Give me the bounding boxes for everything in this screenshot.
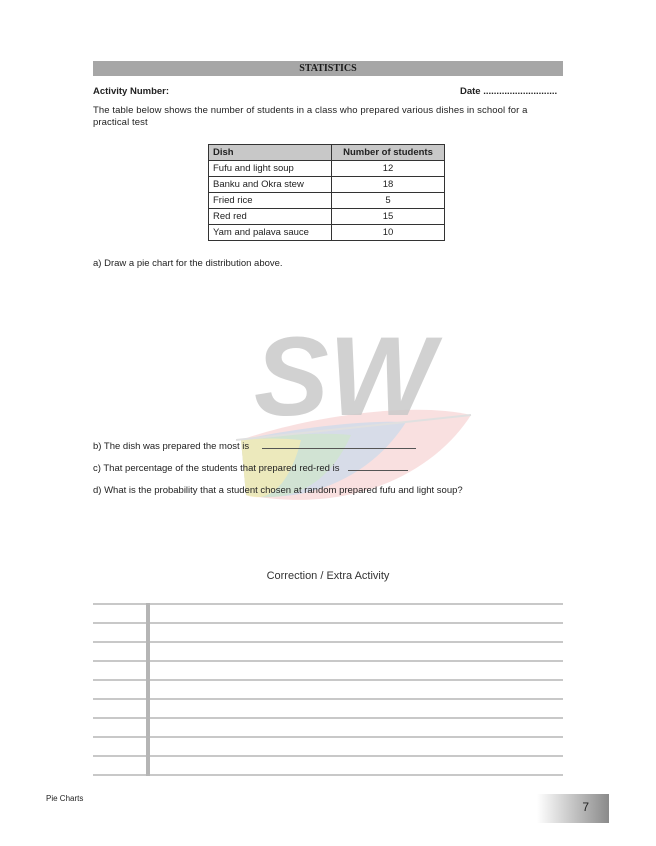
correction-title: Correction / Extra Activity	[266, 570, 390, 582]
dish-cell: Banku and Okra stew	[209, 177, 332, 193]
question-c	[93, 461, 408, 474]
section-label: Pie Charts	[46, 794, 84, 803]
question-a: a) Draw a pie chart for the distribution above.	[93, 258, 283, 269]
dish-cell: Fufu and light soup	[209, 161, 332, 177]
count-cell: 18	[332, 177, 445, 193]
count-cell: 12	[332, 161, 445, 177]
watermark-logo	[236, 320, 476, 533]
date-label: Date ............................	[460, 86, 558, 97]
intro-text: The table below shows the number of students in a class who prepared various dishes in school for a practical test	[93, 105, 528, 128]
table-row	[209, 225, 445, 241]
table-row	[209, 177, 445, 193]
activity-number-label: Activity Number:	[93, 86, 170, 97]
count-cell: 10	[332, 225, 445, 241]
question-d: d) What is the probability that a student chosen at random prepared fufu and light soup?	[93, 485, 463, 496]
dish-cell: Yam and palava sauce	[209, 225, 332, 241]
table-row	[209, 193, 445, 209]
table-row	[209, 161, 445, 177]
answer-blank-c[interactable]	[348, 461, 408, 471]
question-b-text: b) The dish was prepared the most is	[93, 441, 250, 452]
table-header-row	[209, 145, 445, 161]
dish-cell: Fried rice	[209, 193, 332, 209]
answer-blank-b[interactable]	[262, 439, 416, 449]
column-header-dish: Dish	[209, 145, 332, 161]
page-number: 7	[582, 800, 589, 814]
table-row	[209, 209, 445, 225]
column-header-students: Number of students	[332, 145, 445, 161]
count-cell: 15	[332, 209, 445, 225]
dish-table	[208, 144, 445, 241]
dish-cell: Red red	[209, 209, 332, 225]
count-cell: 5	[332, 193, 445, 209]
page-title: STATISTICS	[93, 61, 563, 76]
question-b	[93, 439, 416, 452]
question-c-text: c) That percentage of the students that prepared red-red is	[93, 463, 340, 474]
correction-lines[interactable]	[93, 603, 563, 778]
svg-text:SW: SW	[254, 320, 435, 439]
page-number-box	[537, 794, 609, 823]
